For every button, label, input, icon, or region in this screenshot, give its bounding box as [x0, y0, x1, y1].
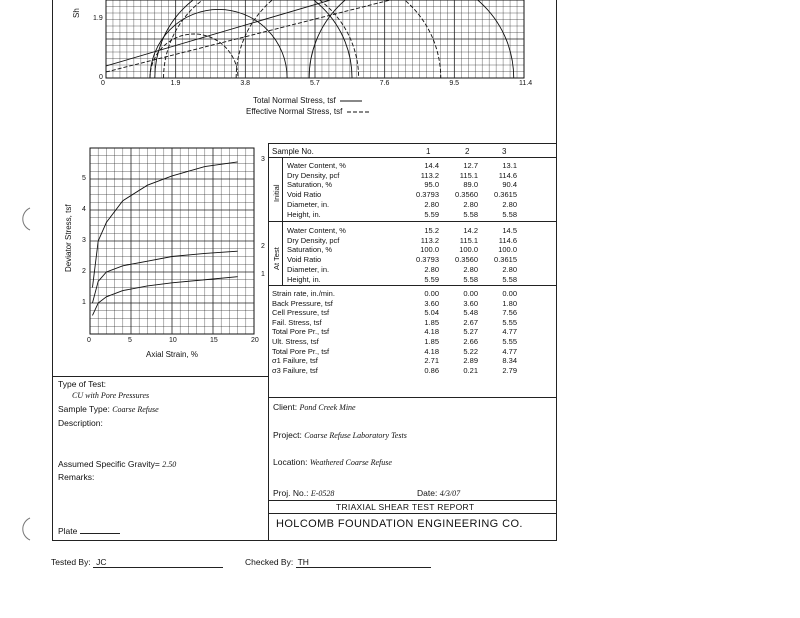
location	[273, 458, 392, 467]
checked-by-line	[296, 558, 431, 568]
type-of-test-label: Type of Test:	[58, 379, 107, 389]
row-value: 114.6	[498, 235, 517, 245]
report-title-rule	[268, 500, 556, 501]
row-label: Total Pore Pr., tsf	[272, 346, 330, 356]
row-label: Cell Pressure, tsf	[272, 308, 330, 318]
mohr-xtick-0: 0	[101, 80, 105, 87]
section-initial-label: Initial	[272, 184, 281, 202]
row-value: 14.4	[424, 161, 439, 170]
specific-gravity	[58, 460, 176, 469]
row-label: Diameter, in.	[287, 264, 330, 274]
company-name: HOLCOMB FOUNDATION ENGINEERING CO.	[276, 518, 523, 530]
plate-blank	[80, 533, 120, 534]
ss-ytick-1: 1	[82, 299, 86, 306]
table-col-1: 1	[426, 147, 431, 156]
table-top-rule	[268, 143, 556, 144]
ss-curve-3	[92, 277, 237, 316]
mohr-ylabel: Sh	[72, 8, 81, 18]
row-label: Back Pressure, tsf	[272, 298, 333, 308]
project-label: Project:	[273, 430, 302, 440]
row-value: 4.18	[424, 327, 439, 337]
row-label: Water Content, %	[287, 161, 346, 170]
mohr-xtick-4: 7.6	[379, 80, 390, 87]
tested-by-label: Tested By:	[51, 557, 91, 567]
solid-line-swatch-icon	[338, 98, 364, 104]
stress-strain-svg	[88, 146, 260, 342]
table-left-rule	[268, 143, 269, 376]
client-label: Client:	[273, 402, 298, 412]
row-value: 5.59	[424, 274, 439, 284]
row-value: 5.58	[502, 209, 517, 219]
row-value: 2.71	[424, 356, 439, 366]
checked-by-label: Checked By:	[245, 557, 294, 567]
project-value: Coarse Refuse Laboratory Tests	[304, 431, 407, 440]
effective-envelope-line	[106, 0, 461, 72]
tested-by-value: JC	[96, 557, 107, 567]
client-value: Pond Creek Mine	[299, 403, 356, 412]
table-header-rule	[268, 157, 556, 158]
row-label: σ3 Failure, tsf	[272, 365, 318, 375]
row-value: 0.00	[463, 289, 478, 298]
table-section-rule	[282, 157, 283, 285]
row-label: Height, in.	[287, 274, 321, 284]
row-label: Saturation, %	[287, 180, 333, 190]
row-value: 2.80	[502, 199, 517, 209]
row-value: 95.0	[424, 180, 439, 190]
ss-xtick-2: 10	[169, 337, 177, 344]
dashed-line-swatch-icon	[345, 109, 371, 115]
row-value: 3.60	[424, 298, 439, 308]
ss-xtick-3: 15	[210, 337, 218, 344]
row-value: 5.55	[502, 317, 517, 327]
ss-curve-label-3: 3	[261, 156, 265, 163]
row-value: 113.2	[420, 235, 439, 245]
mohr-ytick-0: 0	[99, 74, 103, 81]
mohr-xtick-1: 1.9	[170, 80, 181, 87]
row-value: 4.18	[424, 346, 439, 356]
row-value: 1.80	[502, 298, 517, 308]
table-attest-rule	[268, 285, 556, 286]
row-value: 5.58	[463, 209, 478, 219]
proj-no-label: Proj. No.:	[273, 488, 309, 498]
ss-ytick-2: 2	[82, 268, 86, 275]
row-value: 0.3793	[416, 255, 439, 265]
row-value: 2.80	[502, 264, 517, 274]
row-value: 115.1	[459, 170, 478, 180]
row-value: 2.67	[463, 317, 478, 327]
row-value: 4.77	[502, 327, 517, 337]
row-value: 113.2	[420, 170, 439, 180]
row-label: Strain rate, in./min.	[272, 289, 335, 298]
row-value: 100.0	[498, 245, 517, 255]
row-value: 2.80	[463, 264, 478, 274]
tested-by-line	[93, 558, 223, 568]
row-value: 1.85	[424, 337, 439, 346]
row-value: 0.00	[424, 289, 439, 298]
row-value: 13.1	[502, 161, 517, 170]
row-value: 5.22	[463, 346, 478, 356]
right-info-top-rule	[268, 397, 556, 398]
row-value: 5.58	[502, 274, 517, 284]
sample-type	[58, 405, 159, 414]
table-col-3: 3	[502, 147, 507, 156]
ss-xlabel: Axial Strain, %	[146, 350, 199, 359]
row-value: 114.6	[498, 170, 517, 180]
row-value: 14.5	[502, 226, 517, 235]
location-label: Location:	[273, 457, 308, 467]
table-header-label: Sample No.	[272, 147, 314, 156]
plate-label-text: Plate	[58, 526, 78, 536]
plate-label	[58, 527, 120, 536]
ss-ytick-5: 5	[82, 175, 86, 182]
punch-hole-mark-bottom	[8, 510, 38, 550]
row-value: 90.4	[502, 180, 517, 190]
table-initial-rule	[268, 221, 556, 222]
row-value: 2.66	[463, 337, 478, 346]
mohr-legend-effective-text: Effective Normal Stress, tsf	[246, 107, 343, 116]
row-value: 4.77	[502, 346, 517, 356]
row-label: Ult. Stress, tsf	[272, 337, 319, 346]
row-label: Water Content, %	[287, 226, 346, 235]
ss-curve-label-2: 2	[261, 243, 265, 250]
mohr-chart-svg	[96, 0, 526, 90]
date-label: Date:	[417, 488, 438, 498]
row-value: 2.79	[502, 365, 517, 375]
row-value: 89.0	[463, 180, 478, 190]
row-value: 5.27	[463, 327, 478, 337]
row-value: 5.04	[424, 308, 439, 318]
row-value: 0.3560	[455, 190, 478, 200]
row-value: 0.3615	[494, 190, 517, 200]
remarks-label: Remarks:	[58, 472, 95, 482]
checked-by	[245, 558, 431, 568]
ss-ytick-4: 4	[82, 206, 86, 213]
row-value: 0.86	[424, 365, 439, 375]
row-value: 115.1	[459, 235, 478, 245]
row-value: 0.3615	[494, 255, 517, 265]
row-value: 2.80	[424, 264, 439, 274]
row-label: Void Ratio	[287, 190, 322, 200]
proj-no-value: E-0528	[310, 489, 335, 498]
row-value: 5.55	[502, 337, 517, 346]
row-value: 5.58	[463, 274, 478, 284]
sample-type-label: Sample Type:	[58, 404, 110, 414]
tested-by	[51, 558, 223, 568]
row-value: 8.34	[502, 356, 517, 366]
mohr-xtick-5: 9.5	[449, 80, 460, 87]
report-title: TRIAXIAL SHEAR TEST REPORT	[336, 502, 475, 512]
proj-no	[273, 489, 334, 498]
ss-curve-label-1: 1	[261, 271, 265, 278]
row-label: Fail. Stress, tsf	[272, 317, 322, 327]
row-value: 14.2	[463, 226, 478, 235]
ss-xtick-1: 5	[128, 337, 132, 344]
mohr-xtick-3: 5.7	[310, 80, 320, 87]
row-value: 1.85	[424, 317, 439, 327]
date-value: 4/3/07	[439, 489, 461, 498]
description-label: Description:	[58, 418, 103, 428]
row-label: Dry Density, pcf	[287, 170, 340, 180]
row-value: 5.59	[424, 209, 439, 219]
company-rule	[268, 513, 556, 514]
client	[273, 403, 356, 412]
ss-ylabel: Deviator Stress, tsf	[64, 204, 73, 272]
ss-xtick-0: 0	[87, 337, 91, 344]
row-value: 0.00	[502, 289, 517, 298]
mohr-legend-total	[253, 96, 364, 105]
type-of-test-value: CU with Pore Pressures	[72, 391, 150, 400]
row-label: Total Pore Pr., tsf	[272, 327, 330, 337]
mohr-legend-effective	[246, 107, 371, 116]
row-value: 2.80	[424, 199, 439, 209]
row-label: Diameter, in.	[287, 199, 330, 209]
section-at-test-label: At Test	[272, 247, 281, 270]
row-value: 2.89	[463, 356, 478, 366]
row-value: 3.60	[463, 298, 478, 308]
project	[273, 431, 407, 440]
row-value: 100.0	[420, 245, 439, 255]
location-value: Weathered Coarse Refuse	[309, 458, 392, 467]
row-value: 15.2	[424, 226, 439, 235]
row-label: σ1 Failure, tsf	[272, 356, 318, 366]
row-value: 5.48	[463, 308, 478, 318]
row-label: Height, in.	[287, 209, 321, 219]
row-value: 100.0	[459, 245, 478, 255]
specific-gravity-label: Assumed Specific Gravity=	[58, 459, 160, 469]
table-col-2: 2	[465, 147, 470, 156]
ss-xtick-4: 20	[251, 337, 259, 344]
mohr-xtick-2: 3.8	[240, 80, 251, 87]
info-divider-rule	[268, 376, 269, 540]
row-value: 7.56	[502, 308, 517, 318]
sample-type-value: Coarse Refuse	[112, 405, 159, 414]
mohr-legend-total-text: Total Normal Stress, tsf	[253, 96, 336, 105]
row-value: 0.21	[463, 365, 478, 375]
punch-hole-mark-top	[8, 200, 38, 240]
row-label: Void Ratio	[287, 255, 322, 265]
row-value: 2.80	[463, 199, 478, 209]
ss-ytick-3: 3	[82, 237, 86, 244]
date	[417, 489, 460, 498]
checked-by-value: TH	[297, 557, 309, 567]
specific-gravity-value: 2.50	[162, 460, 177, 469]
row-value: 0.3793	[416, 190, 439, 200]
mohr-xtick-6: 11.4	[519, 80, 533, 87]
row-label: Dry Density, pcf	[287, 235, 340, 245]
mohr-ytick-1: 1.9	[93, 15, 103, 22]
row-label: Saturation, %	[287, 245, 333, 255]
left-info-top-rule	[52, 376, 269, 377]
row-value: 12.7	[463, 161, 478, 170]
row-value: 0.3560	[455, 255, 478, 265]
